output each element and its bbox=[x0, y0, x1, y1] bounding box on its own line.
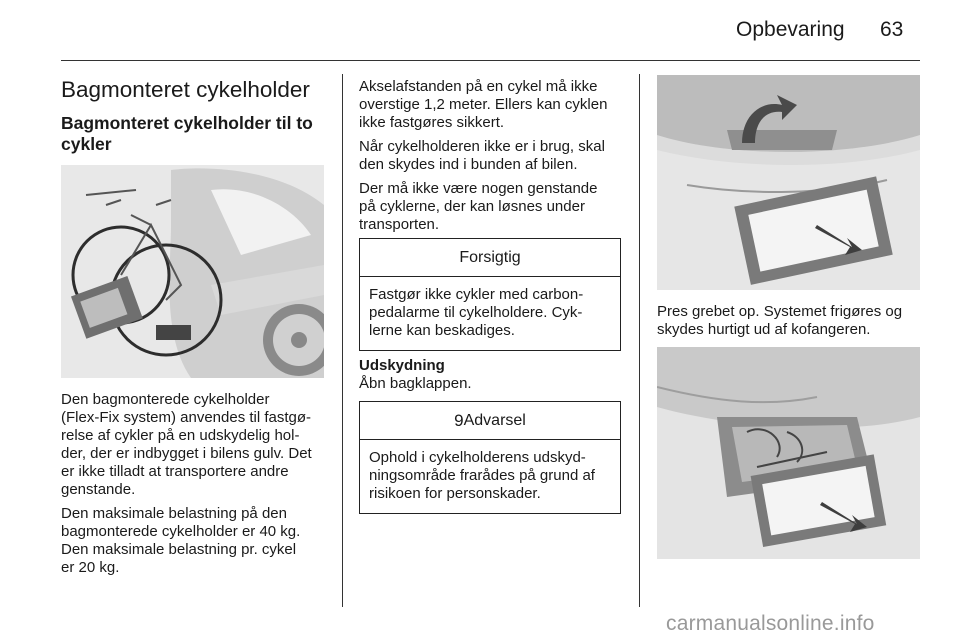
stowage-paragraph bbox=[359, 138, 629, 174]
text-line: lerne kan beskadiges. bbox=[369, 322, 515, 339]
release-caption bbox=[657, 303, 929, 339]
text-line: Den bagmonterede cykelholder bbox=[61, 391, 270, 408]
caution-box bbox=[359, 238, 621, 351]
text-line: relse af cykler på en udskydelig hol- bbox=[61, 427, 300, 444]
intro-paragraph bbox=[61, 391, 333, 499]
left-body-text bbox=[61, 391, 333, 583]
extension-subheading: Udskydning bbox=[359, 357, 445, 374]
carrier-extended-illustration bbox=[657, 347, 920, 559]
section-heading: Bagmonteret cykelholder bbox=[61, 77, 310, 102]
caution-title: Forsigtig bbox=[360, 239, 620, 277]
warning-symbol-icon: 9 bbox=[454, 410, 464, 430]
text-line: den skydes ind i bunden af bilen. bbox=[359, 156, 578, 173]
text-line: er 20 kg. bbox=[61, 559, 120, 576]
warning-box bbox=[359, 401, 621, 514]
subsection-heading: Bagmonteret cykelholder til to cykler bbox=[61, 113, 313, 154]
text-line: ningsområde frarådes på grund af bbox=[369, 467, 595, 484]
header-rule bbox=[61, 60, 920, 61]
load-paragraph bbox=[61, 505, 333, 577]
text-line: Der må ikke være nogen genstande bbox=[359, 180, 598, 197]
extension-section bbox=[359, 357, 629, 393]
text-line: risikoen for personskader. bbox=[369, 485, 541, 502]
warning-title: Advarsel bbox=[463, 411, 526, 429]
text-line: transporten. bbox=[359, 216, 440, 233]
text-line: bagmonterede cykelholder er 40 kg. bbox=[61, 523, 301, 540]
open-tailgate-instruction: Åbn bagklappen. bbox=[359, 375, 472, 392]
text-line: pedalarme til cykelholdere. Cyk- bbox=[369, 304, 583, 321]
loose-objects-paragraph bbox=[359, 180, 629, 234]
wheelbase-paragraph bbox=[359, 78, 629, 132]
text-line: Når cykelholderen ikke er i brug, skal bbox=[359, 138, 605, 155]
release-lever-illustration bbox=[657, 75, 920, 290]
caution-text bbox=[360, 277, 620, 350]
page-number: 63 bbox=[880, 18, 904, 41]
column-divider-1 bbox=[342, 74, 343, 607]
text-line: på cyklerne, der kan løsnes under bbox=[359, 198, 585, 215]
text-line: ikke fastgøres sikkert. bbox=[359, 114, 505, 131]
watermark: carmanualsonline.info bbox=[666, 612, 875, 635]
text-line: overstige 1,2 meter. Ellers kan cyklen bbox=[359, 96, 608, 113]
text-line: Akselafstanden på en cykel må ikke bbox=[359, 78, 598, 95]
text-line: genstande. bbox=[61, 481, 136, 498]
text-line: Ophold i cykelholderens udskyd- bbox=[369, 449, 586, 466]
text-line: er ikke tilladt at transportere andre bbox=[61, 463, 289, 480]
text-line: (Flex-Fix system) anvendes til fastgø- bbox=[61, 409, 312, 426]
text-line: Pres grebet op. Systemet frigøres og bbox=[657, 303, 903, 320]
running-header-title: Opbevaring bbox=[736, 18, 845, 41]
text-line: der, der er indbygget i bilens gulv. Det bbox=[61, 445, 312, 462]
warning-header bbox=[360, 402, 620, 440]
bike-carrier-illustration bbox=[61, 165, 324, 378]
warning-text bbox=[360, 440, 620, 513]
middle-body-text bbox=[359, 78, 629, 240]
text-line: Den maksimale belastning pr. cykel bbox=[61, 541, 297, 558]
text-line: Den maksimale belastning på den bbox=[61, 505, 287, 522]
column-divider-2 bbox=[639, 74, 640, 607]
text-line: skydes hurtigt ud af kofangeren. bbox=[657, 321, 871, 338]
text-line: Fastgør ikke cykler med carbon- bbox=[369, 286, 584, 303]
